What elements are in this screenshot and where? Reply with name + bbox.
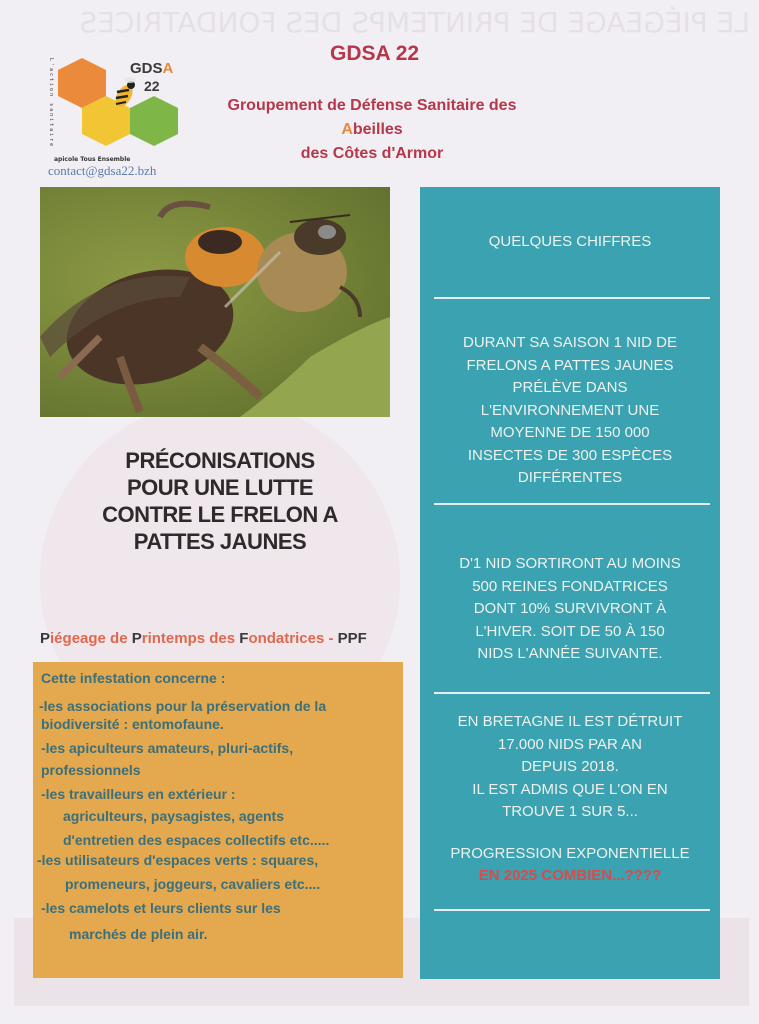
main-heading-line: PRÉCONISATIONS — [125, 448, 315, 473]
infestation-item: -les camelots et leurs clients sur les — [41, 900, 281, 916]
logo-vertical-text: L'action sanitaire — [48, 58, 54, 149]
infestation-item: biodiversité : entomofaune. — [41, 716, 224, 732]
infestation-item: agriculteurs, paysagistes, agents — [63, 808, 284, 824]
gdsa-logo — [44, 56, 194, 166]
hornet-attacking-bee-image — [40, 187, 390, 417]
infestation-item: d'entretien des espaces collectifs etc..... — [63, 832, 330, 848]
logo-number: 22 — [144, 78, 160, 94]
contact-email[interactable]: contact@gdsa22.bzh — [48, 163, 157, 178]
infestation-item: professionnels — [41, 762, 141, 778]
main-heading-line: CONTRE LE FRELON A — [102, 502, 338, 527]
divider — [434, 297, 710, 299]
ppf-subtitle: Piégeage de Printemps des Fondatrices - PPF — [40, 630, 367, 647]
divider — [434, 909, 710, 911]
divider — [434, 503, 710, 505]
infestation-item: -les utilisateurs d'espaces verts : squares, — [37, 852, 319, 868]
org-subtitle-line2: des Côtes d'Armor — [300, 145, 444, 162]
infestation-item: promeneurs, joggeurs, cavaliers etc.... — [65, 876, 321, 892]
infestation-item: marchés de plein air. — [69, 926, 208, 942]
figure-block-1: DURANT SA SAISON 1 NID DE FRELONS A PATTES JAUNES PRÉLÈVE DANS L'ENVIRONNEMENT UNE MOYENNE DE 150 000 INSECTES DE 300 ESPÈCES DIFFÉRENTES — [463, 334, 677, 486]
hexagon-green — [130, 96, 178, 146]
logo-tagline: apicole Tous Ensemble — [54, 156, 131, 163]
figures-box — [420, 187, 720, 979]
org-title: GDSA 22 — [330, 42, 420, 65]
infestation-heading: Cette infestation concerne : — [41, 670, 226, 686]
hornet-bee-photo — [40, 187, 390, 417]
org-subtitle — [200, 94, 544, 166]
main-heading — [60, 447, 380, 555]
infestation-item: -les travailleurs en extérieur : — [41, 786, 236, 802]
infestation-item: -les associations pour la préservation de la — [39, 698, 327, 714]
figure-block-2: D'1 NID SORTIRONT AU MOINS 500 REINES FONDATRICES DONT 10% SURVIVRONT À L'HIVER. SOIT DE 50 À 150 NIDS L'ANNÉE SUIVANTE. — [459, 555, 681, 662]
divider — [434, 692, 710, 694]
figures-title: QUELQUES CHIFFRES — [488, 233, 652, 250]
logo-name: GDSA — [130, 60, 174, 77]
main-heading-line: PATTES JAUNES — [133, 529, 307, 554]
main-heading-line: POUR UNE LUTTE — [126, 475, 314, 500]
question-2025: EN 2025 COMBIEN...???? — [478, 867, 662, 884]
org-subtitle-line1: Groupement de Défense Sanitaire des Abeilles — [227, 97, 517, 138]
infestation-item: -les apiculteurs amateurs, pluri-actifs, — [41, 740, 294, 756]
bleed-through-title: LE PIÉGEAGE DE PRINTEMPS DES FONDATRICES — [79, 6, 750, 39]
infestation-box — [33, 662, 403, 978]
figure-block-3: EN BRETAGNE IL EST DÉTRUIT 17.000 NIDS PAR AN DEPUIS 2018. IL EST ADMIS QUE L'ON EN TROUVE 1 SUR 5... — [457, 713, 683, 820]
progression-text: PROGRESSION EXPONENTIELLE — [450, 845, 690, 862]
